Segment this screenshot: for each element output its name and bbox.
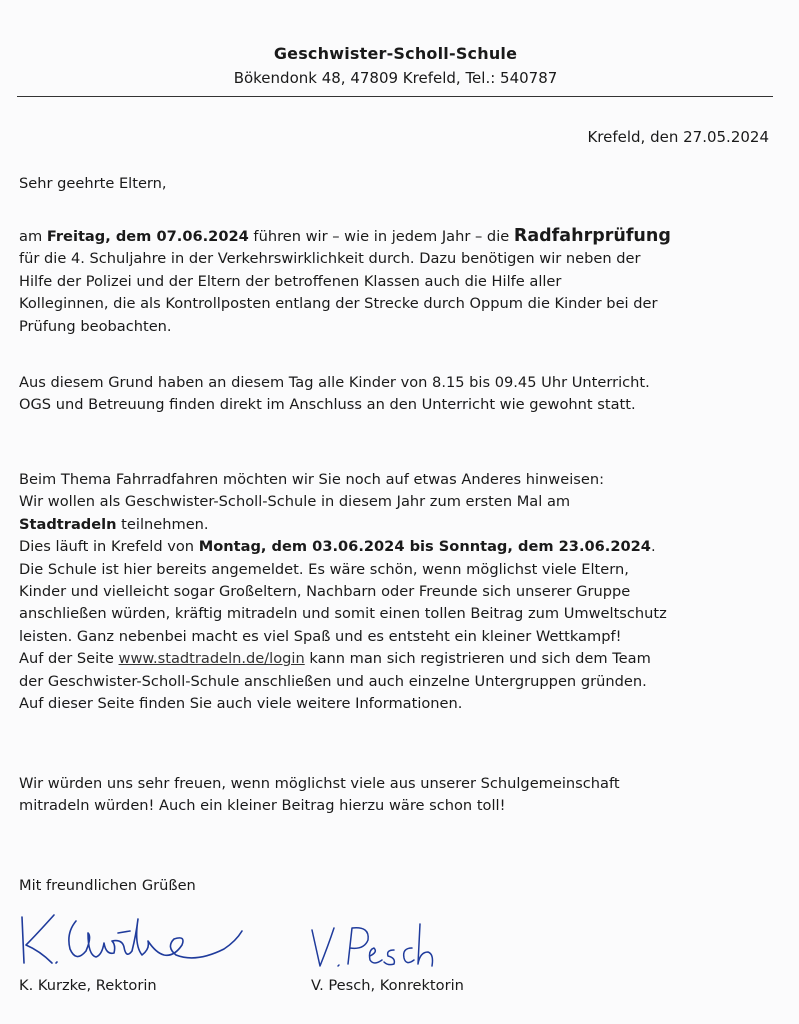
date-line: Krefeld, den 27.05.2024 <box>587 128 769 146</box>
paragraph-line: Stadtradeln teilnehmen. <box>19 515 209 533</box>
exam-title: Radfahrprüfung <box>513 226 671 246</box>
signature-kurzke-image <box>14 905 244 975</box>
signature-pesch-image <box>308 918 448 974</box>
salutation: Sehr geehrte Eltern, <box>19 175 167 192</box>
letterhead <box>0 44 799 87</box>
paragraph-line: für die 4. Schuljahre in der Verkehrswirklichkeit durch. Dazu benötigen wir neben der <box>19 250 641 268</box>
signature-name-principal: K. Kurzke, Rektorin <box>19 977 157 994</box>
paragraph-line: Aus diesem Grund haben an diesem Tag alle Kinder von 8.15 bis 09.45 Uhr Unterricht. <box>19 374 650 391</box>
paragraph-line: OGS und Betreuung finden direkt im Anschluss an den Unterricht wie gewohnt statt. <box>19 396 636 414</box>
paragraph-exam <box>19 225 779 338</box>
paragraph-line: am Freitag, dem 07.06.2024 führen wir – wie in jedem Jahr – die Radfahrprüfung <box>19 226 671 246</box>
paragraph-line: mitradeln würden! Auch ein kleiner Beitrag hierzu wäre schon toll! <box>19 797 506 815</box>
paragraph-closing-wish <box>19 773 779 818</box>
signature-name-vice-principal: V. Pesch, Konrektorin <box>311 977 464 994</box>
paragraph-stadtradeln <box>19 469 779 715</box>
paragraph-line: Beim Thema Fahrradfahren möchten wir Sie noch auf etwas Anderes hinweisen: <box>19 471 605 488</box>
paragraph-line: Prüfung beobachten. <box>19 317 172 335</box>
paragraph-line: Dies läuft in Krefeld von Montag, dem 03.06.2024 bis Sonntag, dem 23.06.2024. <box>19 538 656 556</box>
paragraph-line: leisten. Ganz nebenbei macht es viel Spaß und es entsteht ein kleiner Wettkampf! <box>19 627 622 645</box>
paragraph-line: Hilfe der Polizei und der Eltern der betroffenen Klassen auch die Hilfe aller <box>19 272 562 290</box>
school-name: Geschwister-Scholl-Schule <box>273 44 518 63</box>
paragraph-line: Wir wollen als Geschwister-Scholl-Schule in diesem Jahr zum ersten Mal am <box>19 493 571 511</box>
closing-greeting: Mit freundlichen Grüßen <box>19 877 196 894</box>
school-address: Bökendonk 48, 47809 Krefeld, Tel.: 540787 <box>233 69 558 87</box>
paragraph-line: Wir würden uns sehr freuen, wenn möglichst viele aus unserer Schulgemeinschaft <box>19 775 620 792</box>
paragraph-line: anschließen würden, kräftig mitradeln und somit einen tollen Beitrag zum Umweltschutz <box>19 605 667 623</box>
paragraph-schedule <box>19 372 779 417</box>
paragraph-line: Auf der Seite www.stadtradeln.de/login kann man sich registrieren und sich dem Team <box>19 650 651 668</box>
paragraph-line: Die Schule ist hier bereits angemeldet. Es wäre schön, wenn möglichst viele Eltern, <box>19 560 629 578</box>
paragraph-line: Auf dieser Seite finden Sie auch viele weitere Informationen. <box>19 695 463 713</box>
stadtradeln-link[interactable]: www.stadtradeln.de/login <box>118 650 305 668</box>
paragraph-line: Kolleginnen, die als Kontrollposten entlang der Strecke durch Oppum die Kinder bei der <box>19 295 658 313</box>
paragraph-line: Kinder und vielleicht sogar Großeltern, Nachbarn oder Freunde sich unserer Gruppe <box>19 583 631 601</box>
paragraph-line: der Geschwister-Scholl-Schule anschließen und auch einzelne Untergruppen gründen. <box>19 672 647 690</box>
header-divider <box>17 96 773 97</box>
